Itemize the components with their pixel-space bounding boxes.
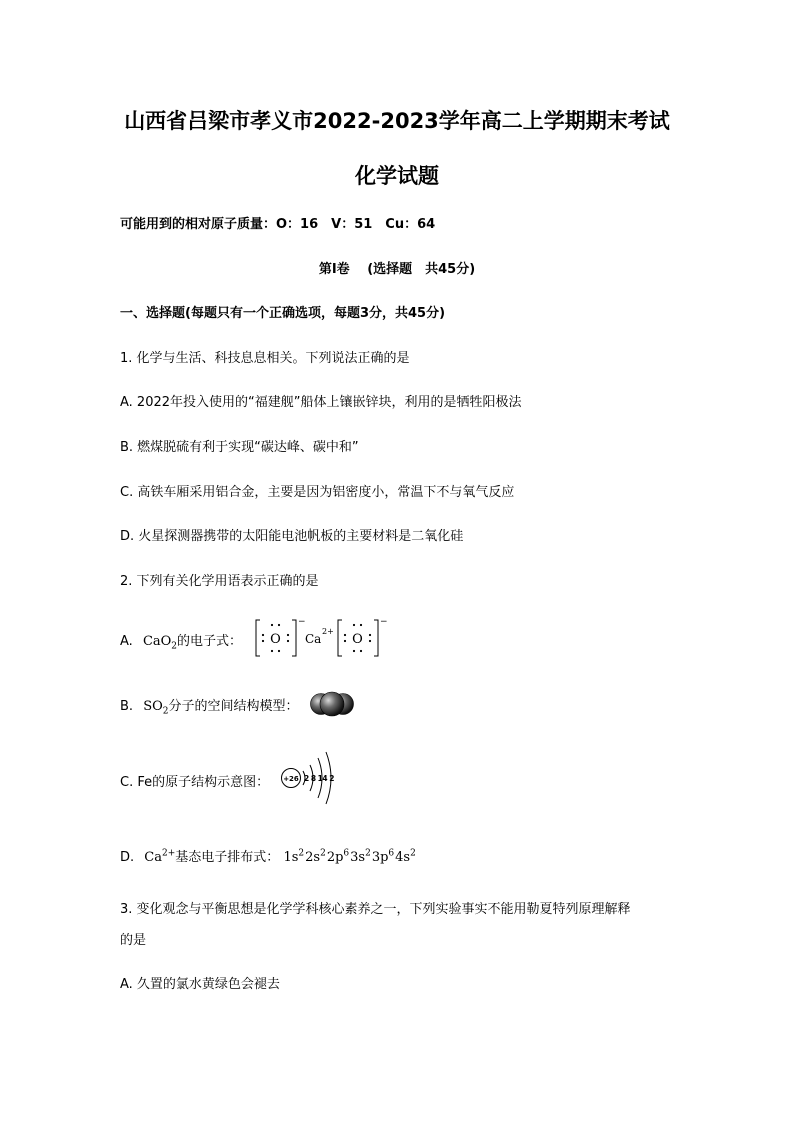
q2-option-b (120, 695, 299, 717)
page-subtitle: 化学试题 (355, 164, 439, 188)
q2-option-d (120, 846, 416, 865)
fe-atomic-structure-diagram (278, 749, 342, 811)
calcium-ion: Ca (305, 632, 322, 646)
q3-stem-line2: 的是 (120, 933, 147, 948)
config-electrons: 6 (388, 848, 395, 859)
q2-b-label: B. (120, 699, 134, 714)
config-electrons: 2 (410, 848, 416, 859)
part-heading: 第Ⅰ卷 (选择题 共45分) (318, 262, 476, 277)
q2-d-text: 基态电子排布式： (175, 850, 280, 865)
q1-option-d: D. 火星探测器携带的太阳能电池帆板的主要材料是二氧化硅 (120, 529, 464, 544)
fe-nucleus-charge: +26 (283, 775, 299, 783)
page-title: 山西省吕梁市孝义市2022-2023学年高二上学期期末考试 (124, 109, 670, 133)
atomic-masses: 可能用到的相对原子质量：O：16 V：51 Cu：64 (120, 217, 436, 232)
config-term: $1s^2$ (283, 848, 305, 865)
config-term: $2s^2$ (305, 848, 326, 865)
q2-b-formula: $SO_2$ (143, 699, 169, 717)
config-electrons: 2 (365, 848, 371, 859)
config-electrons: 6 (343, 848, 350, 859)
q2-a-label: A. (120, 634, 133, 649)
so2-space-filling-model (309, 688, 355, 720)
calcium-charge: 2+ (322, 627, 334, 636)
section-heading: 一、选择题(每题只有一个正确选项，每题3分，共45分) (120, 306, 446, 321)
minus-left: − (298, 617, 306, 627)
q2-a-text: 的电子式： (177, 634, 243, 649)
config-term: $3p^6$ (371, 848, 395, 865)
fe-electron-shells: 2 8 14 2 (304, 774, 334, 783)
cao2-electron-dot-diagram (254, 614, 388, 662)
q2-d-configuration (283, 850, 415, 865)
q1-stem: 1. 化学与生活、科技息息相关。下列说法正确的是 (120, 351, 410, 366)
config-term: $4s^2$ (395, 848, 416, 865)
q3-option-a: A. 久置的氯水黄绿色会褪去 (120, 977, 280, 992)
config-electrons: 2 (298, 848, 305, 859)
q3-stem-line1: 3. 变化观念与平衡思想是化学学科核心素养之一，下列实验事实不能用勒夏特列原理解释 (120, 902, 631, 917)
q2-d-label: D. (120, 850, 135, 865)
oxygen-right: O (352, 632, 363, 647)
config-term: $2p^6$ (326, 848, 350, 865)
config-electrons: 2 (320, 848, 326, 859)
q2-a-formula: CaO$_2$ (142, 634, 178, 652)
oxygen-left: O (270, 632, 281, 647)
q2-stem: 2. 下列有关化学用语表示正确的是 (120, 574, 319, 589)
q2-b-text: 分子的空间结构模型： (168, 699, 299, 714)
q1-option-c: C. 高铁车厢采用铝合金，主要是因为铝密度小，常温下不与氧气反应 (120, 485, 515, 500)
q2-d-ion: $Ca^{2+}$ (144, 848, 176, 865)
q1-option-b: B. 燃煤脱硫有利于实现“碳达峰、碳中和” (120, 440, 359, 455)
q2-option-c: C. Fe的原子结构示意图： (120, 775, 270, 790)
q2-option-a (120, 630, 243, 652)
config-term: $3s^2$ (350, 848, 371, 865)
minus-right: − (380, 617, 388, 627)
q1-option-a: A. 2022年投入使用的“福建舰”船体上镶嵌锌块，利用的是牺牲阳极法 (120, 395, 522, 410)
